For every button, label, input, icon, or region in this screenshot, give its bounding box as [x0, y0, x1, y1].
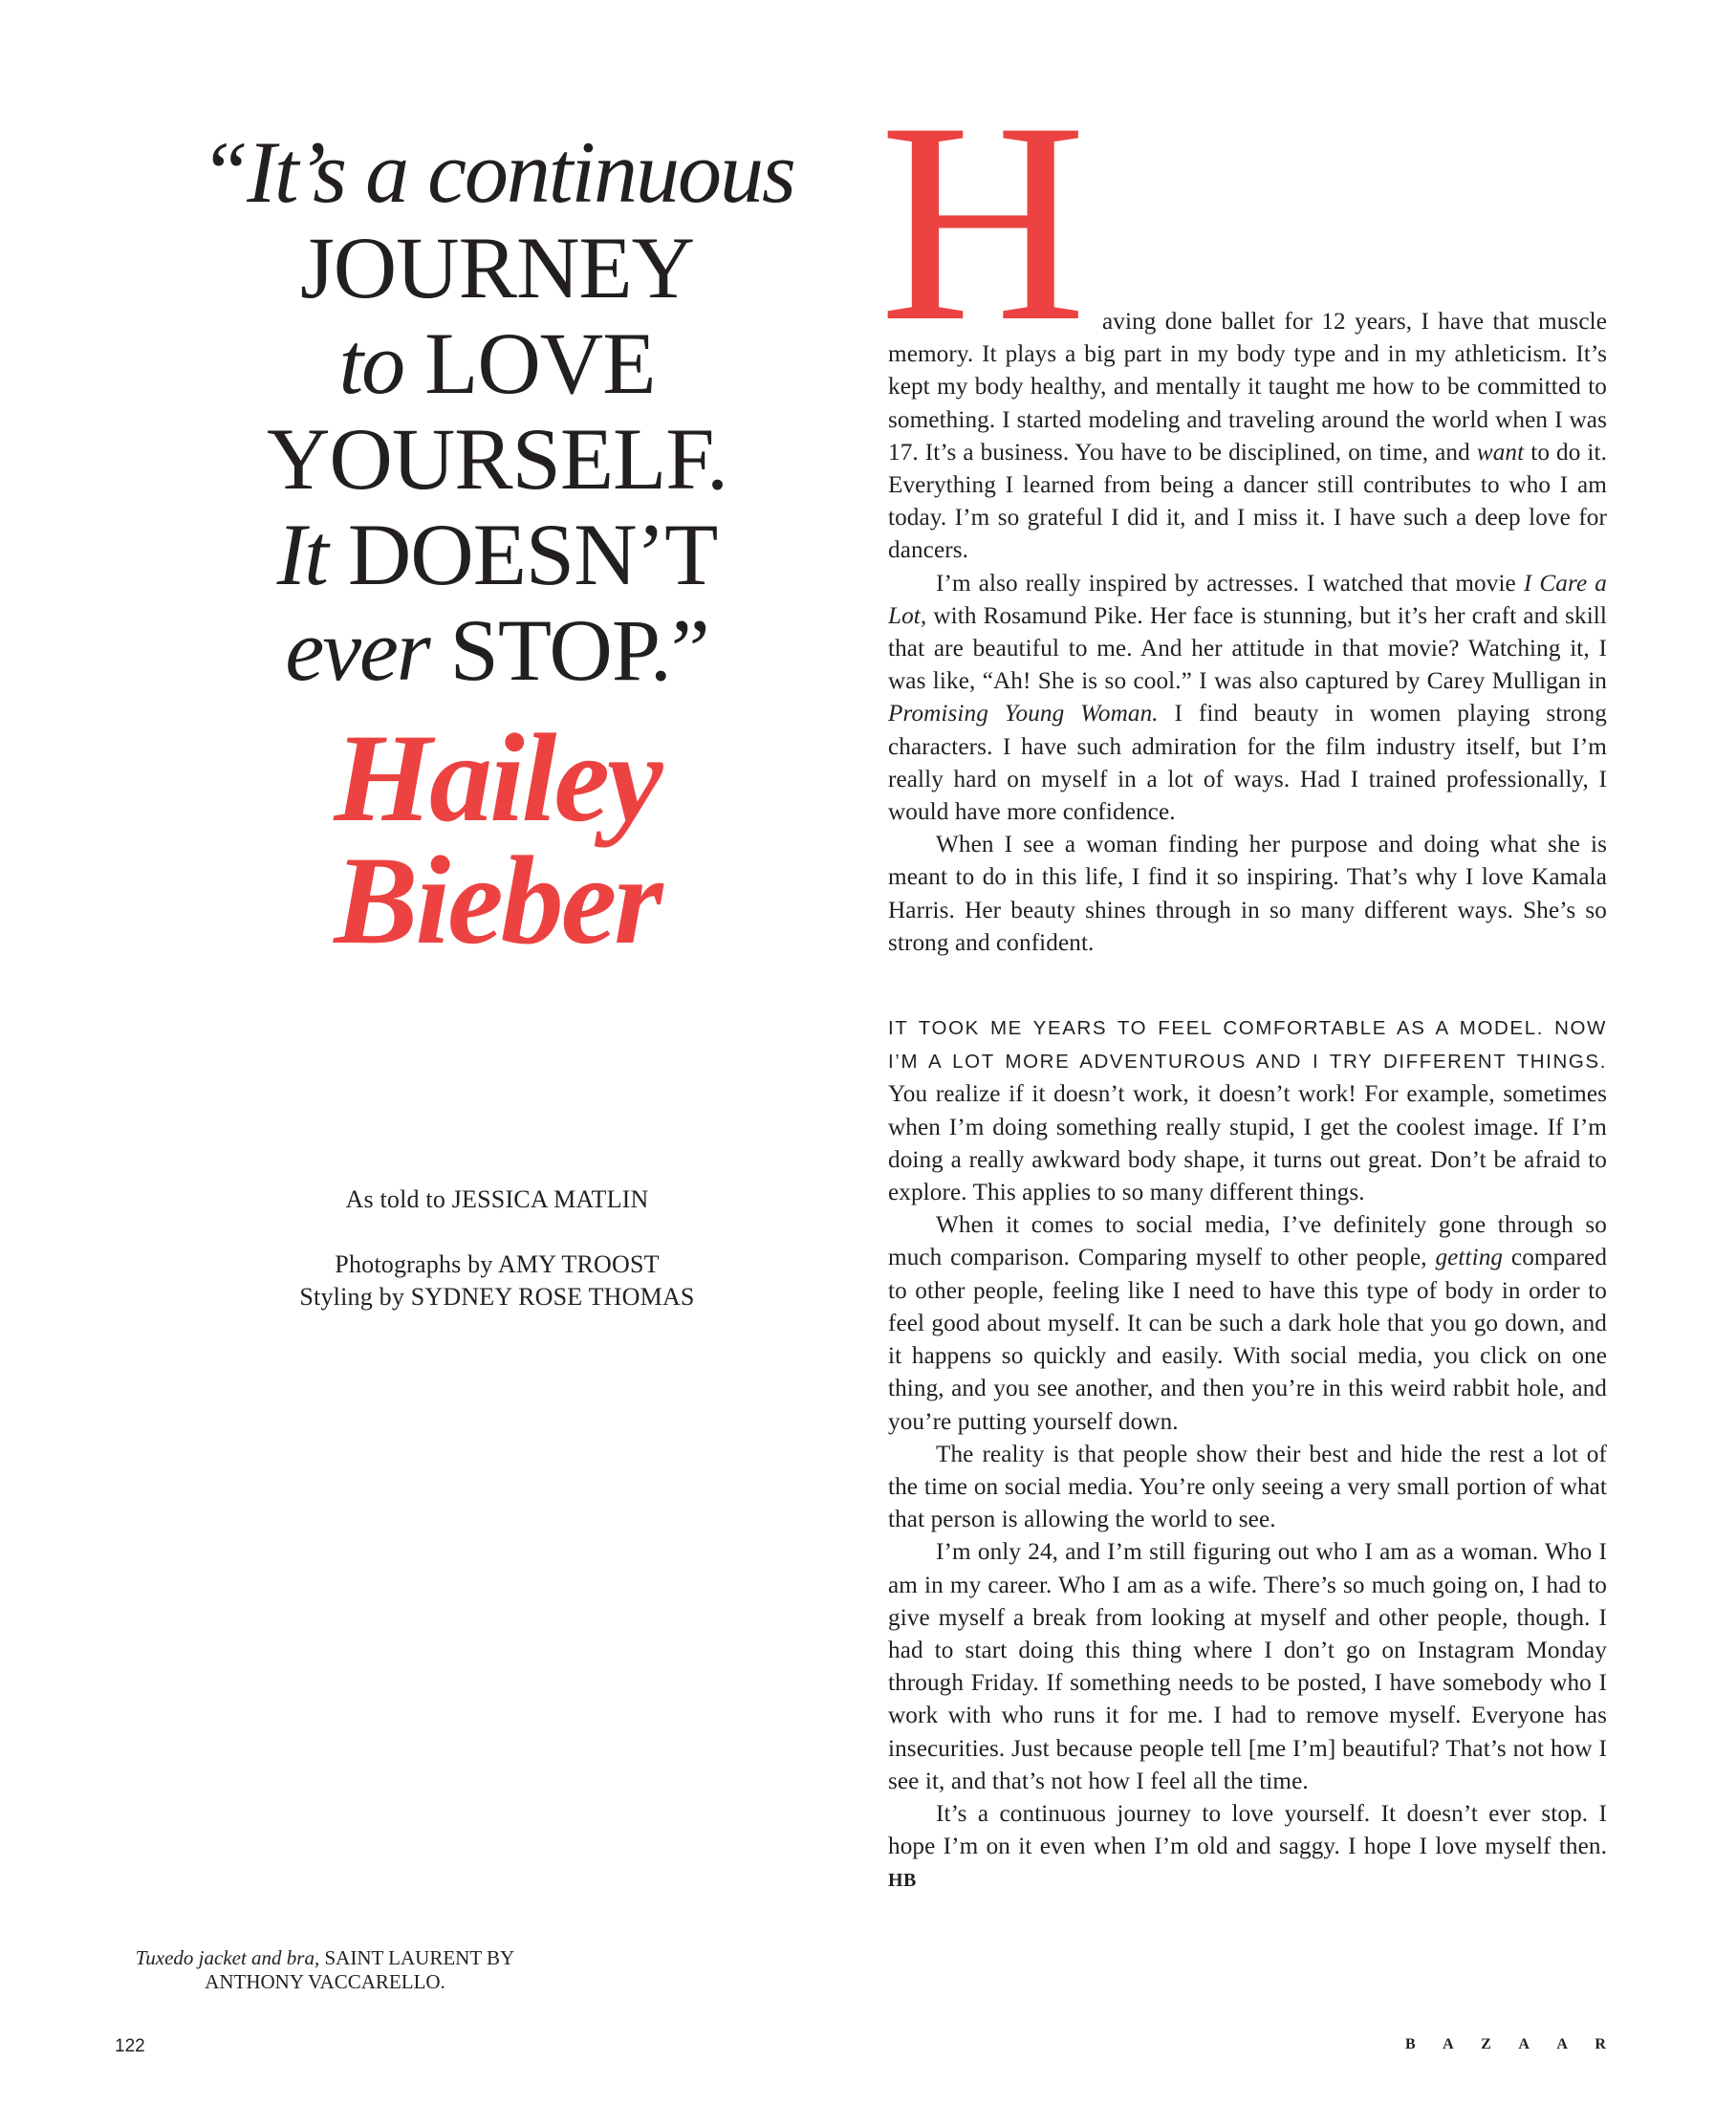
- pull-quote: [153, 124, 841, 698]
- article-paragraph: It’s a continuous journey to love yourself. It doesn’t ever stop. I hope I’m on it even when I’m old and saggy. I hope I love myself then. HB: [888, 1800, 1607, 1892]
- masthead-letter: R: [1595, 2036, 1606, 2052]
- article-paragraph: aving done ballet for 12 years, I have that muscle memory. It plays a big part in my body type and in my athleticism. It’s kept my body healthy, and mentally it taught me how to be committed to something. I started modeling and traveling around the world when I was 17. It’s a business. You have to be disciplined, on time, and want to do it. Everything I learned from being a dancer still contributes to who I am today. I’m so grateful I did it, and I miss it. I have such a deep love for dancers.: [888, 309, 1607, 564]
- article-paragraph: I’m also really inspired by actresses. I watched that movie I Care a Lot, with Rosamund Pike. Her face is stunning, but it’s her craft and skill that are beautiful to me. And her attitude in that movie? Watching it, I was like, “Ah! She is so cool.” I was also captured by Carey Mulligan in Promising Young Woman. I find beauty in women playing strong characters. I have such admiration for the film industry itself, but I’m really hard on myself in a lot of ways. Had I trained professionally, I would have more confidence.: [888, 570, 1607, 826]
- subject-last-name: Bieber: [334, 830, 661, 970]
- article-paragraph: When it comes to social media, I’ve definitely gone through so much comparison. Comparing myself to other people, getting compared to other people, feeling like I need to have this type of body in order to feel good about myself. It can be such a dark hole that you go down, and it happens so quickly and easily. With social media, you click on one thing, and you see another, and then you’re in this weird rabbit hole, and you’re putting yourself down.: [888, 1212, 1608, 1435]
- quote-line-6: [153, 602, 841, 698]
- article-credits: [191, 1183, 803, 1313]
- caption-italic: Tuxedo jacket and bra,: [135, 1946, 320, 1969]
- article-body: [888, 306, 1607, 1898]
- quote-line-3: [153, 315, 841, 411]
- styling-credit: Styling by SYDNEY ROSE THOMAS: [299, 1283, 695, 1311]
- quote-line-1: “It’s a continuous: [200, 123, 794, 221]
- author-signoff: HB: [888, 1870, 917, 1892]
- quote-line-5-italic: It: [276, 506, 327, 603]
- caption-brand-1: SAINT LAURENT BY: [319, 1946, 515, 1969]
- subject-name: [153, 707, 841, 970]
- quote-line-2: JOURNEY: [299, 219, 695, 316]
- page-number: 122: [115, 2036, 145, 2056]
- article-paragraph: When I see a woman finding her purpose and doing what she is meant to do in this life, I find it so inspiring. That’s why I love Kamala Harris. Her beauty shines through in so many different ways. She’s so strong and confident.: [888, 832, 1607, 956]
- told-to-credit: As told to JESSICA MATLIN: [345, 1185, 649, 1213]
- photographs-credit: Photographs by AMY TROOST: [335, 1250, 660, 1278]
- quote-line-6-italic: ever: [285, 601, 429, 699]
- fashion-caption: [124, 1946, 526, 1994]
- article-paragraph: The reality is that people show their best and hide the rest a lot of the time on social media. You’re only seeing a very small portion of what that person is allowing the world to see.: [888, 1441, 1607, 1533]
- quote-line-3-text: LOVE: [403, 315, 656, 412]
- quote-line-4: YOURSELF.: [266, 410, 728, 508]
- masthead-letter: Z: [1481, 2036, 1491, 2052]
- drop-cap: H: [879, 63, 1081, 380]
- masthead-letter: B: [1405, 2036, 1416, 2052]
- quote-line-5: [153, 507, 841, 602]
- masthead-letter: A: [1518, 2036, 1530, 2052]
- article-paragraph: I’m only 24, and I’m still figuring out who I am as a woman. Who I am in my career. Who I am as a wife. There’s so much going on, I had to give myself a break from looking at myself and other people, though. I had to start doing this thing where I don’t go on Instagram Monday through Friday. If something needs to be posted, I have somebody who I work with who runs it for me. I had to remove myself. Everyone has insecurities. Just because people tell [me I’m] beautiful? That’s not how I see it, and that’s not how I feel all the time.: [888, 1539, 1607, 1794]
- masthead-letter: A: [1556, 2036, 1568, 2052]
- quote-line-6-text: STOP.”: [428, 601, 709, 699]
- magazine-masthead: [1405, 2036, 1606, 2053]
- quote-line-5-text: DOESN’T: [326, 506, 718, 603]
- section-lead-in: IT TOOK ME YEARS TO FEEL COMFORTABLE AS A MODEL. NOW I’M A LOT MORE ADVENTUROUS AND I TRY DIFFERENT THINGS.: [888, 1017, 1607, 1074]
- caption-brand-2: ANTHONY VACCARELLO.: [205, 1970, 445, 1993]
- masthead-letter: A: [1443, 2036, 1454, 2052]
- subject-first-name: Hailey: [334, 707, 661, 848]
- quote-line-3-italic: to: [338, 315, 404, 412]
- article-paragraph: IT TOOK ME YEARS TO FEEL COMFORTABLE AS A MODEL. NOW I’M A LOT MORE ADVENTUROUS AND I TRY DIFFERENT THINGS. You realize if it doesn’t work, it doesn’t work! For example, sometimes when I’m doing something really stupid, I get the coolest image. If I’m doing a really awkward body shape, it turns out great. Don’t be afraid to explore. This applies to so many different things.: [888, 1017, 1607, 1206]
